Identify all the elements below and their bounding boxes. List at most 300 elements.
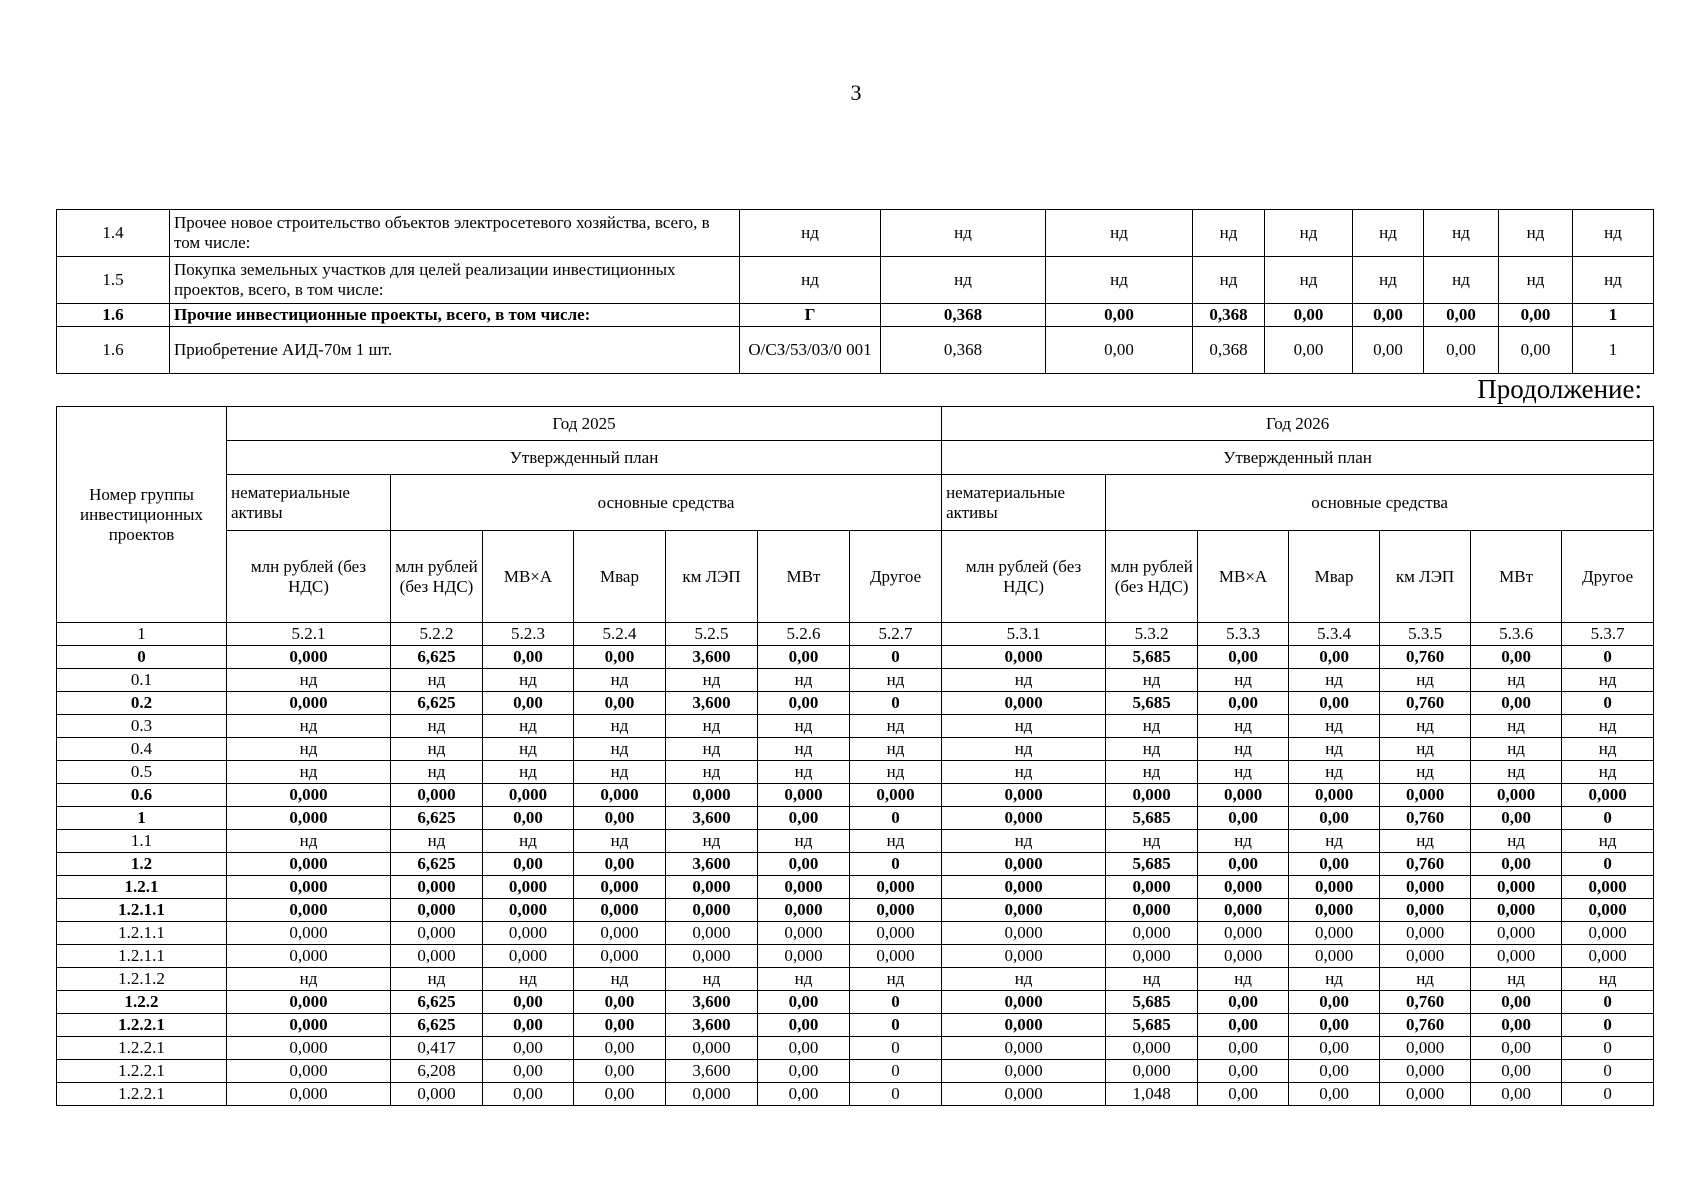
group-number-cell: 0.3 [57,715,227,738]
value-cell: 0 [850,1037,942,1060]
group-number-cell: 1.2.2 [57,991,227,1014]
value-cell: 0,000 [666,945,758,968]
column-number: 5.3.1 [942,623,1106,646]
row-code: Г [740,304,881,327]
value-cell: нд [1380,761,1471,784]
value-cell: нд [483,669,574,692]
plan-header-2025: Утвержденный план [227,441,942,475]
value-cell: 0,00 [1289,1037,1380,1060]
value-cell: 0,000 [574,876,666,899]
value-cell: 3,600 [666,991,758,1014]
group-number-header: Номер группы инвестиционных проектов [57,407,227,623]
value-cell: 0,00 [1198,853,1289,876]
value-cell: 0,000 [1380,876,1471,899]
value-cell: 0,00 [758,807,850,830]
value-cell: 0,000 [1471,945,1562,968]
value-cell: 0,000 [227,853,391,876]
value-cell: нд [850,738,942,761]
value-cell: 0,000 [574,899,666,922]
value-cell: нд [1289,669,1380,692]
value-cell: 0,00 [574,807,666,830]
value-cell: нд [574,738,666,761]
value-cell: нд [1289,830,1380,853]
value-cell: 0,00 [1471,646,1562,669]
row-value: 0,368 [1193,304,1265,327]
value-cell: нд [574,715,666,738]
row-value: 1 [1573,327,1654,374]
row-value: 0,00 [1424,327,1499,374]
value-cell: нд [1198,669,1289,692]
value-cell: нд [483,715,574,738]
value-cell: 0,00 [574,1014,666,1037]
table-row [57,876,1654,899]
value-cell: 0,00 [574,1037,666,1060]
table-row [57,853,1654,876]
value-cell: нд [1471,968,1562,991]
value-cell: 0,000 [1562,876,1654,899]
value-cell: 0,00 [1471,807,1562,830]
value-cell: 0,000 [666,1037,758,1060]
value-cell: 0 [850,1014,942,1037]
group-number-cell: 1.2.1.1 [57,945,227,968]
value-cell: 0,000 [850,876,942,899]
value-cell: 0,000 [1380,899,1471,922]
value-cell: 6,625 [391,807,483,830]
value-cell: нд [1562,669,1654,692]
column-number: 5.3.3 [1198,623,1289,646]
value-cell: нд [1198,715,1289,738]
row-value: 0,00 [1353,304,1424,327]
value-cell: 3,600 [666,853,758,876]
value-cell: 0,000 [1198,899,1289,922]
plan-header-2026: Утвержденный план [942,441,1654,475]
value-cell: нд [1562,830,1654,853]
value-cell: 0,000 [942,1037,1106,1060]
value-cell: 0 [1562,1014,1654,1037]
value-cell: 0,00 [574,1083,666,1106]
unit-header: МВт [758,531,850,623]
column-number-row [57,623,1654,646]
table-row [57,304,1654,327]
column-number: 5.2.5 [666,623,758,646]
group-number-cell: 1.2.2.1 [57,1014,227,1037]
column-number: 5.2.4 [574,623,666,646]
value-cell: нд [942,761,1106,784]
table-row [57,715,1654,738]
row-value: 0,00 [1046,304,1193,327]
row-number: 1.5 [57,257,170,304]
value-cell: нд [227,830,391,853]
value-cell: 0,00 [483,1060,574,1083]
value-cell: нд [1106,761,1198,784]
value-cell: 0,00 [1471,1014,1562,1037]
row-code: нд [740,257,881,304]
group-number-cell: 0.4 [57,738,227,761]
value-cell: нд [1380,669,1471,692]
group-number-cell: 0.6 [57,784,227,807]
column-number: 5.2.2 [391,623,483,646]
value-cell: нд [1380,738,1471,761]
value-cell: 0,000 [1289,784,1380,807]
value-cell: 0,000 [1380,945,1471,968]
row-value: нд [1193,257,1265,304]
value-cell: нд [1289,761,1380,784]
value-cell: нд [1471,738,1562,761]
unit-header: км ЛЭП [666,531,758,623]
row-number: 1.6 [57,304,170,327]
row-value: нд [1353,210,1424,257]
value-cell: 0,417 [391,1037,483,1060]
value-cell: нд [758,669,850,692]
row-value: нд [1424,210,1499,257]
row-value: нд [1353,257,1424,304]
previous-table-continuation [56,209,1654,374]
value-cell: 0,00 [1289,692,1380,715]
value-cell: 0,00 [574,853,666,876]
value-cell: 0,00 [1198,1014,1289,1037]
value-cell: 0,000 [666,1083,758,1106]
group-number-cell: 1.2 [57,853,227,876]
value-cell: 0,000 [1289,922,1380,945]
value-cell: 0,00 [1198,1037,1289,1060]
row-value: нд [1424,257,1499,304]
row-value: нд [1046,210,1193,257]
row-value: 0,00 [1499,327,1573,374]
column-number: 5.2.3 [483,623,574,646]
value-cell: 1,048 [1106,1083,1198,1106]
value-cell: нд [1106,715,1198,738]
value-cell: 0,000 [1289,899,1380,922]
value-cell: 0,000 [850,899,942,922]
row-value: 0,00 [1353,327,1424,374]
value-cell: 0,00 [574,646,666,669]
value-cell: 0,000 [1198,922,1289,945]
unit-header: МВ×А [1198,531,1289,623]
unit-header: км ЛЭП [1380,531,1471,623]
value-cell: 0,00 [758,991,850,1014]
value-cell: 0,000 [1106,922,1198,945]
unit-header: Другое [1562,531,1654,623]
value-cell: 3,600 [666,646,758,669]
column-number: 5.2.1 [227,623,391,646]
value-cell: 0,000 [1198,876,1289,899]
value-cell: нд [483,968,574,991]
value-cell: 0,00 [483,1014,574,1037]
group-number-cell: 0 [57,646,227,669]
value-cell: 0,00 [758,646,850,669]
value-cell: нд [1289,968,1380,991]
group-number-cell: 1.2.1 [57,876,227,899]
table-row [57,210,1654,257]
value-cell: 0,000 [1380,922,1471,945]
value-cell: 0,000 [1471,876,1562,899]
unit-header: Мвар [574,531,666,623]
row-name: Прочее новое строительство объектов электросетевого хозяйства, всего, в том числе: [170,210,740,257]
value-cell: 0,00 [1471,991,1562,1014]
column-number: 5.3.4 [1289,623,1380,646]
value-cell: 0,000 [574,945,666,968]
column-number: 5.3.7 [1562,623,1654,646]
value-cell: 0,760 [1380,807,1471,830]
value-cell: 5,685 [1106,692,1198,715]
row-name: Приобретение АИД-70м 1 шт. [170,327,740,374]
value-cell: 0,000 [942,945,1106,968]
value-cell: нд [574,830,666,853]
value-cell: 6,208 [391,1060,483,1083]
value-cell: 0,000 [1106,899,1198,922]
value-cell: 0,000 [1289,876,1380,899]
row-value: нд [1193,210,1265,257]
value-cell: нд [850,830,942,853]
value-cell: 0,000 [942,1060,1106,1083]
value-cell: 0,000 [1380,1037,1471,1060]
value-cell: нд [758,830,850,853]
value-cell: 0,000 [391,784,483,807]
table-row [57,646,1654,669]
investment-plan-table [56,406,1654,1106]
value-cell: 6,625 [391,991,483,1014]
value-cell: 0,000 [1471,899,1562,922]
value-cell: 5,685 [1106,991,1198,1014]
value-cell: нд [574,968,666,991]
value-cell: 0,00 [1198,991,1289,1014]
value-cell: 0,00 [1289,1060,1380,1083]
group-number-cell: 1.2.2.1 [57,1060,227,1083]
group-number-cell: 1.2.1.1 [57,899,227,922]
value-cell: нд [942,738,1106,761]
value-cell: нд [850,968,942,991]
value-cell: 0,00 [1289,991,1380,1014]
value-cell: нд [758,738,850,761]
value-cell: 0,00 [1289,1014,1380,1037]
value-cell: 0,000 [758,876,850,899]
value-cell: 0,000 [942,646,1106,669]
value-cell: нд [1471,669,1562,692]
value-cell: 0,000 [1198,945,1289,968]
row-value: 0,00 [1424,304,1499,327]
fixed-assets-header-2025: основные средства [391,475,942,531]
value-cell: нд [1471,830,1562,853]
value-cell: нд [227,715,391,738]
table-row [57,1083,1654,1106]
row-value: 0,368 [881,304,1046,327]
row-value: нд [1265,210,1353,257]
row-code: нд [740,210,881,257]
value-cell: 0,000 [942,922,1106,945]
value-cell: 0,000 [942,807,1106,830]
value-cell: нд [1289,715,1380,738]
value-cell: нд [666,761,758,784]
value-cell: 0,000 [227,876,391,899]
table-row [57,899,1654,922]
value-cell: 0,000 [758,945,850,968]
value-cell: 0,000 [942,876,1106,899]
table-row [57,968,1654,991]
row-value: 0,368 [881,327,1046,374]
value-cell: нд [391,738,483,761]
value-cell: нд [758,715,850,738]
value-cell: нд [391,830,483,853]
value-cell: 6,625 [391,646,483,669]
row-value: нд [1573,210,1654,257]
table-row [57,830,1654,853]
value-cell: 0,000 [758,899,850,922]
value-cell: 0,00 [758,1037,850,1060]
value-cell: 0,000 [574,922,666,945]
value-cell: 0,000 [666,876,758,899]
value-cell: 0,00 [1289,853,1380,876]
value-cell: 0 [1562,807,1654,830]
unit-header: млн рублей (без НДС) [391,531,483,623]
group-number-cell: 0.2 [57,692,227,715]
value-cell: 0,00 [758,1060,850,1083]
unit-header: млн рублей (без НДС) [227,531,391,623]
value-cell: 0 [1562,1037,1654,1060]
value-cell: 0 [1562,692,1654,715]
value-cell: 0,000 [942,784,1106,807]
value-cell: нд [1106,830,1198,853]
value-cell: 0,000 [483,945,574,968]
value-cell: 0 [1562,646,1654,669]
value-cell: 0 [1562,853,1654,876]
value-cell: 0,00 [1289,1083,1380,1106]
value-cell: 0,000 [227,899,391,922]
value-cell: нд [1198,738,1289,761]
table-row [57,692,1654,715]
row-number: 1.6 [57,327,170,374]
value-cell: нд [227,761,391,784]
value-cell: 6,625 [391,692,483,715]
value-cell: 6,625 [391,1014,483,1037]
value-cell: 0,000 [942,1014,1106,1037]
row-name: Покупка земельных участков для целей реализации инвестиционных проектов, всего, в том числе: [170,257,740,304]
row-number: 1.4 [57,210,170,257]
value-cell: 0,000 [942,991,1106,1014]
value-cell: 5,685 [1106,807,1198,830]
value-cell: нд [942,715,1106,738]
value-cell: 0,000 [227,692,391,715]
value-cell: 0,000 [1380,1083,1471,1106]
row-value: нд [1265,257,1353,304]
value-cell: 0,000 [1562,922,1654,945]
value-cell: 0 [850,1083,942,1106]
table-row [57,738,1654,761]
year-2025-header: Год 2025 [227,407,942,441]
value-cell: нд [1198,761,1289,784]
value-cell: 0,00 [483,807,574,830]
value-cell: 0,00 [483,1083,574,1106]
table-row [57,669,1654,692]
value-cell: 0,00 [758,692,850,715]
value-cell: 0,000 [483,784,574,807]
value-cell: 0,000 [227,945,391,968]
group-number-cell: 1.2.2.1 [57,1037,227,1060]
value-cell: 0 [850,692,942,715]
value-cell: нд [1106,968,1198,991]
column-number: 5.3.2 [1106,623,1198,646]
value-cell: 0,00 [483,853,574,876]
row-value: 0,00 [1265,304,1353,327]
value-cell: 0,000 [483,876,574,899]
value-cell: нд [1471,715,1562,738]
value-cell: 0 [1562,1083,1654,1106]
value-cell: 0,760 [1380,853,1471,876]
value-cell: 0,00 [1198,1083,1289,1106]
value-cell: 0,00 [1198,692,1289,715]
value-cell: нд [391,669,483,692]
column-number: 1 [57,623,227,646]
value-cell: 0,760 [1380,1014,1471,1037]
value-cell: 5,685 [1106,1014,1198,1037]
value-cell: нд [1380,830,1471,853]
column-number: 5.2.7 [850,623,942,646]
value-cell: нд [574,669,666,692]
value-cell: 0,760 [1380,692,1471,715]
value-cell: 0 [850,1060,942,1083]
value-cell: 0,000 [227,991,391,1014]
row-value: 1 [1573,304,1654,327]
column-number: 5.3.6 [1471,623,1562,646]
value-cell: нд [1380,968,1471,991]
value-cell: 0 [850,853,942,876]
value-cell: 0,000 [1106,945,1198,968]
column-number: 5.2.6 [758,623,850,646]
value-cell: 0,000 [1289,945,1380,968]
value-cell: 0,00 [483,646,574,669]
value-cell: 6,625 [391,853,483,876]
value-cell: нд [1106,738,1198,761]
value-cell: 0,000 [483,922,574,945]
value-cell: 0,00 [1471,1083,1562,1106]
value-cell: 0,000 [666,899,758,922]
row-value: нд [881,210,1046,257]
row-value: нд [1573,257,1654,304]
value-cell: 0,000 [1471,784,1562,807]
value-cell: 3,600 [666,1060,758,1083]
group-number-cell: 1.2.2.1 [57,1083,227,1106]
value-cell: нд [758,968,850,991]
value-cell: 3,600 [666,692,758,715]
value-cell: 0,000 [574,784,666,807]
table-row [57,257,1654,304]
value-cell: нд [666,669,758,692]
group-number-cell: 1.1 [57,830,227,853]
value-cell: 0,00 [574,692,666,715]
fixed-assets-header-2026: основные средства [1106,475,1654,531]
value-cell: нд [483,830,574,853]
page-number: 3 [850,80,862,105]
value-cell: 0,000 [1562,945,1654,968]
value-cell: нд [227,968,391,991]
value-cell: 0 [850,646,942,669]
value-cell: 0,000 [391,1083,483,1106]
value-cell: 0,00 [1198,1060,1289,1083]
row-value: нд [1499,210,1573,257]
value-cell: нд [1471,761,1562,784]
value-cell: 0,000 [227,1037,391,1060]
value-cell: нд [227,669,391,692]
row-value: 0,00 [1265,327,1353,374]
value-cell: 0,000 [1106,1060,1198,1083]
table-row [57,922,1654,945]
unit-header: Другое [850,531,942,623]
intangible-header-2025: нематериальные активы [227,475,391,531]
value-cell: 0,760 [1380,646,1471,669]
value-cell: 0 [1562,1060,1654,1083]
value-cell: 0,000 [942,692,1106,715]
value-cell: 0,000 [942,853,1106,876]
value-cell: нд [1198,968,1289,991]
